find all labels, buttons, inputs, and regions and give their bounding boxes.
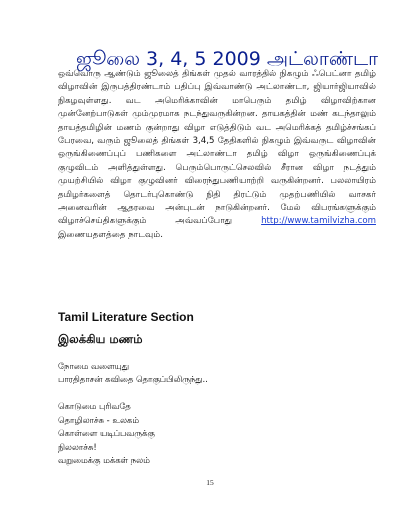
poem-intro xyxy=(58,360,358,386)
poem-source: பாரதிதாசன் கவிதை தொகுப்பிலிருந்து.. xyxy=(58,374,208,384)
poem-line: கொள்ளை யடிப்பவருக்கு xyxy=(58,428,155,439)
intro-paragraph xyxy=(58,68,376,242)
poem-line: நிலலாச்சு! xyxy=(58,441,97,452)
intro-text: ஒவ்வொரு ஆண்டும் ஜூலைத் திங்கள் முதல் வாரத்தில் நிகழும் ஃபெட்னா தமிழ் விழாவின் இருபத்திரண்டாம் பதிப்பு இவ்வாண்டு அட்லாண்டா, ஜியார்ஜியாவில் நிகழவுள்ளது. வட அமெரிக்காவின் மாபெரும் தமிழ் விழாவிற்கான முன்னேற்பாடுகள் மும்முரமாக நடந்துவருகின்றன. தாயகத்தின் மண் கடந்தாலும் தாயத்தமிழின் மணம் குன்றாது விழா எடுத்திடும் வட அமெரிக்கத் தமிழ்ச்சங்கப் பேரவை, வரும் ஜூலைத் திங்கள் 3,4,5 தேதிகளில் நிகழும் இவ்வருட விழாவின் ஒருங்கிணைப்புப் பணிகளை அட்லாண்டா தமிழ் விழா ஒருங்கிணைப்புக் குழுவிடம் அளித்துள்ளது. பெரும்பொருட்செலவில் சீரான விழா நடத்தும் முயற்சியில் விழா குழுவினர் விரைந்துபணியாற்றி வருகின்றனர். பலலாயிரம் தமிழர்களைத் தொடர்புகொண்டு நிதி திரட்டும் முதற்பணியில் வாசகர் அனைவரின் ஆதரவை அன்புடன் நாடுகின்றனர். மேல் விபரங்களுக்கும் விழாச்செய்திகளுக்கும் அவ்வப்போது xyxy=(58,69,376,227)
section-subtitle: இலக்கிய மணம் xyxy=(58,332,143,346)
poem-line: தொழிலாச்சு - உலகம் xyxy=(58,414,140,425)
event-title: ஜூலை 3, 4, 5 2009 அட்லாண்டா xyxy=(76,48,379,70)
page-number: 15 xyxy=(206,478,214,487)
section-title: Tamil Literature Section xyxy=(58,310,194,324)
poem-line: கொடுமை புரிவதே xyxy=(58,401,131,411)
poem-body xyxy=(58,400,358,468)
intro-text-end: இணையதளத்தை நாடவும். xyxy=(58,229,163,240)
poem-title: நோமை வளையுது xyxy=(58,361,129,371)
tamilvizha-link[interactable]: http://www.tamilvizha.com xyxy=(261,216,376,227)
poem-line: வறுமைக்கு மக்கள் நலம் xyxy=(58,455,150,466)
